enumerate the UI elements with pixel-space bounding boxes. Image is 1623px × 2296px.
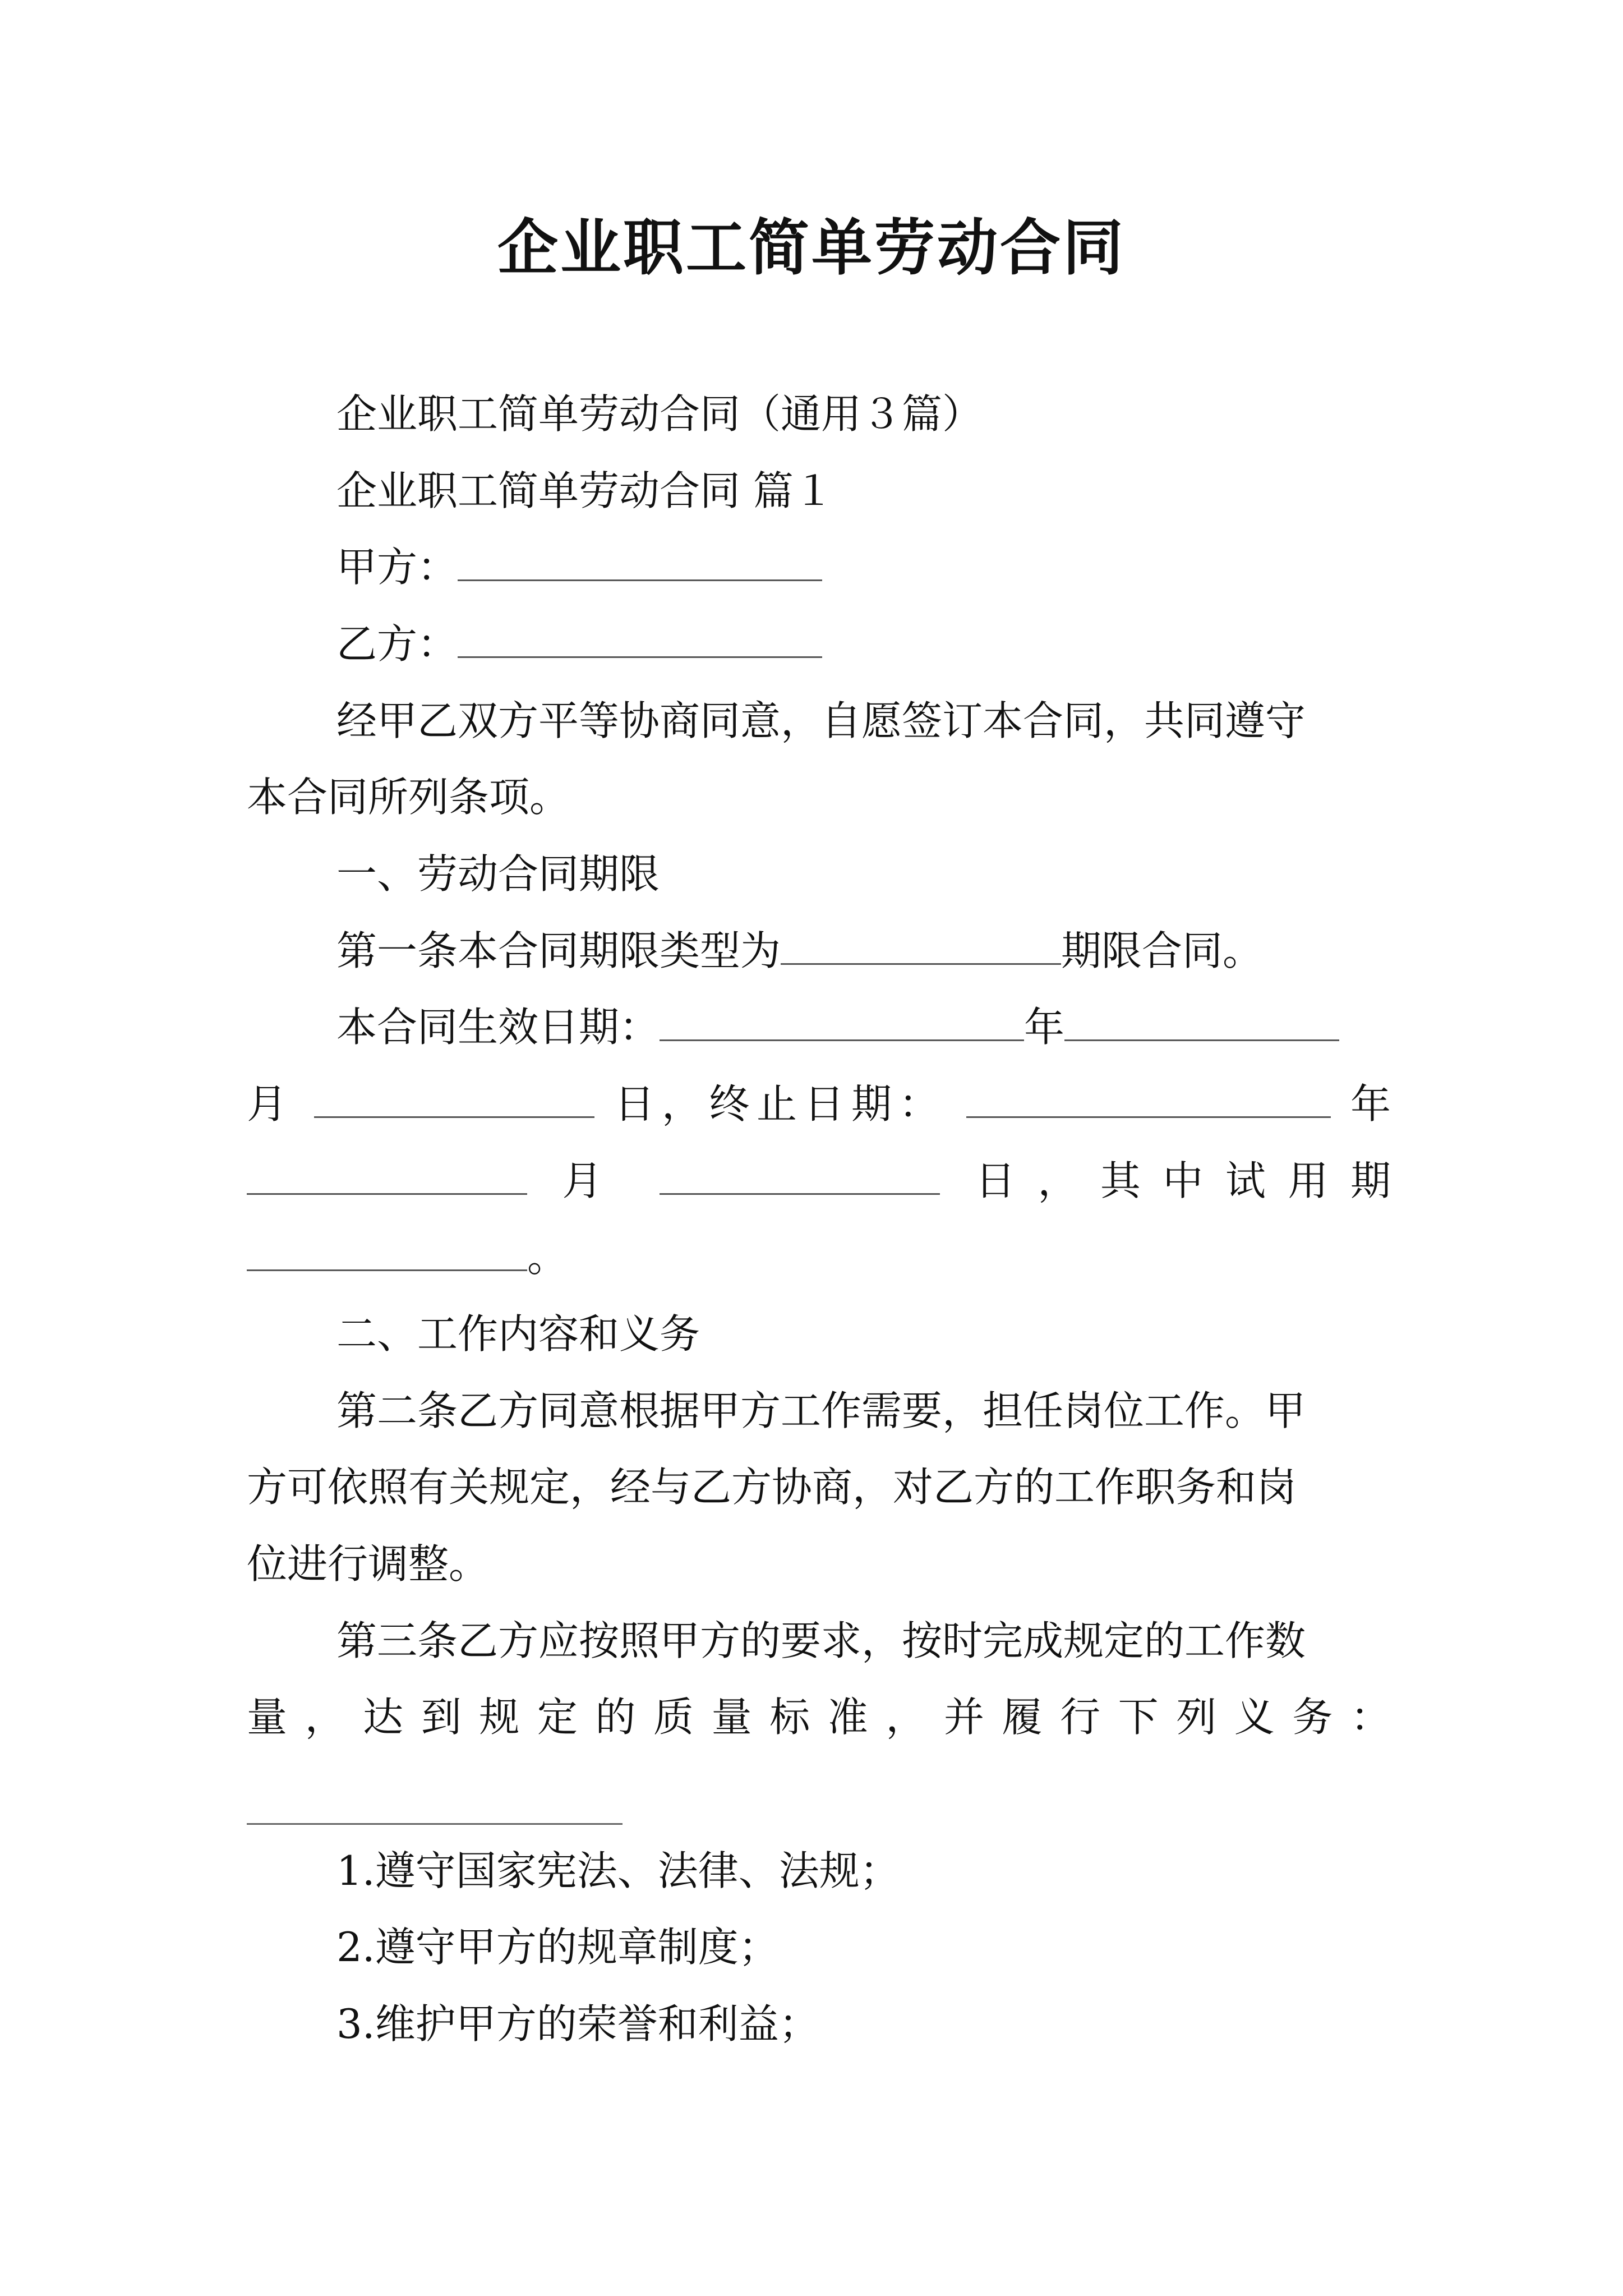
end-month-blank bbox=[247, 1154, 527, 1195]
article-2-line-2: 方可依照有关规定，经与乙方协商，对乙方的工作职务和岗 bbox=[247, 1464, 1297, 1511]
obligation-item: 1.遵守国家宪法、法律、法规； bbox=[336, 1847, 900, 1894]
trial-period-label: 日，其中试用期 bbox=[975, 1157, 1391, 1204]
article-2-line-3: 位进行调整。 bbox=[247, 1540, 490, 1588]
obligations-blank-rule bbox=[247, 1823, 623, 1825]
section-heading: 企业职工简单劳动合同 篇１ bbox=[336, 467, 834, 514]
end-year-blank bbox=[966, 1077, 1331, 1118]
document-title: 企业职工简单劳动合同 bbox=[497, 213, 1126, 283]
effective-day-blank bbox=[314, 1077, 594, 1118]
article-2-line-1: 第二条乙方同意根据甲方工作需要，担任岗位工作。甲 bbox=[336, 1387, 1306, 1434]
end-month-char: 月 bbox=[562, 1157, 625, 1204]
document-subtitle: 企业职工简单劳动合同（通用３篇） bbox=[336, 390, 983, 438]
period-end: 。 bbox=[527, 1234, 568, 1281]
party-a-blank bbox=[458, 540, 822, 581]
article-3-line-2: 量，达到规定的质量标准，并履行下列义务： bbox=[247, 1694, 1391, 1741]
effective-month-blank bbox=[1064, 1000, 1339, 1041]
party-a-label: 甲方： bbox=[336, 544, 458, 591]
trial-period-blank-line bbox=[247, 1230, 1391, 1284]
end-date-label: 日，终止日期： bbox=[614, 1080, 947, 1128]
year-char: 年 bbox=[1024, 1004, 1065, 1051]
obligation-item: 3.维护甲方的荣誉和利益； bbox=[336, 2000, 819, 2047]
party-b-blank bbox=[458, 617, 822, 658]
month-char: 月 bbox=[247, 1080, 294, 1128]
end-day-blank bbox=[660, 1154, 940, 1195]
article-3-line-1: 第三条乙方应按照甲方的要求，按时完成规定的工作数 bbox=[336, 1617, 1306, 1664]
effective-date-line bbox=[247, 1000, 1391, 1054]
party-b-label: 乙方： bbox=[336, 620, 458, 668]
trial-period-line bbox=[247, 1154, 1391, 1208]
intro-line-1: 经甲乙双方平等协商同意，自愿签订本合同，共同遵守 bbox=[336, 697, 1306, 744]
heading-work-duties: 二、工作内容和义务 bbox=[336, 1310, 700, 1358]
article-1 bbox=[247, 924, 1391, 978]
trial-period-blank bbox=[247, 1230, 527, 1271]
end-year-char: 年 bbox=[1350, 1080, 1391, 1128]
heading-contract-term: 一、劳动合同期限 bbox=[336, 850, 660, 898]
effective-year-blank bbox=[660, 1000, 1024, 1041]
end-date-line bbox=[247, 1077, 1391, 1131]
party-a-line bbox=[247, 540, 1391, 594]
effective-date-label: 本合同生效日期： bbox=[336, 1004, 660, 1051]
obligation-item: 2.遵守甲方的规章制度； bbox=[336, 1924, 779, 1971]
article-1-prefix: 第一条本合同期限类型为 bbox=[336, 927, 781, 974]
article-1-suffix: 期限合同。 bbox=[1061, 927, 1264, 974]
intro-line-2: 本合同所列条项。 bbox=[247, 774, 570, 821]
party-b-line bbox=[247, 617, 1391, 671]
contract-type-blank bbox=[781, 924, 1061, 965]
